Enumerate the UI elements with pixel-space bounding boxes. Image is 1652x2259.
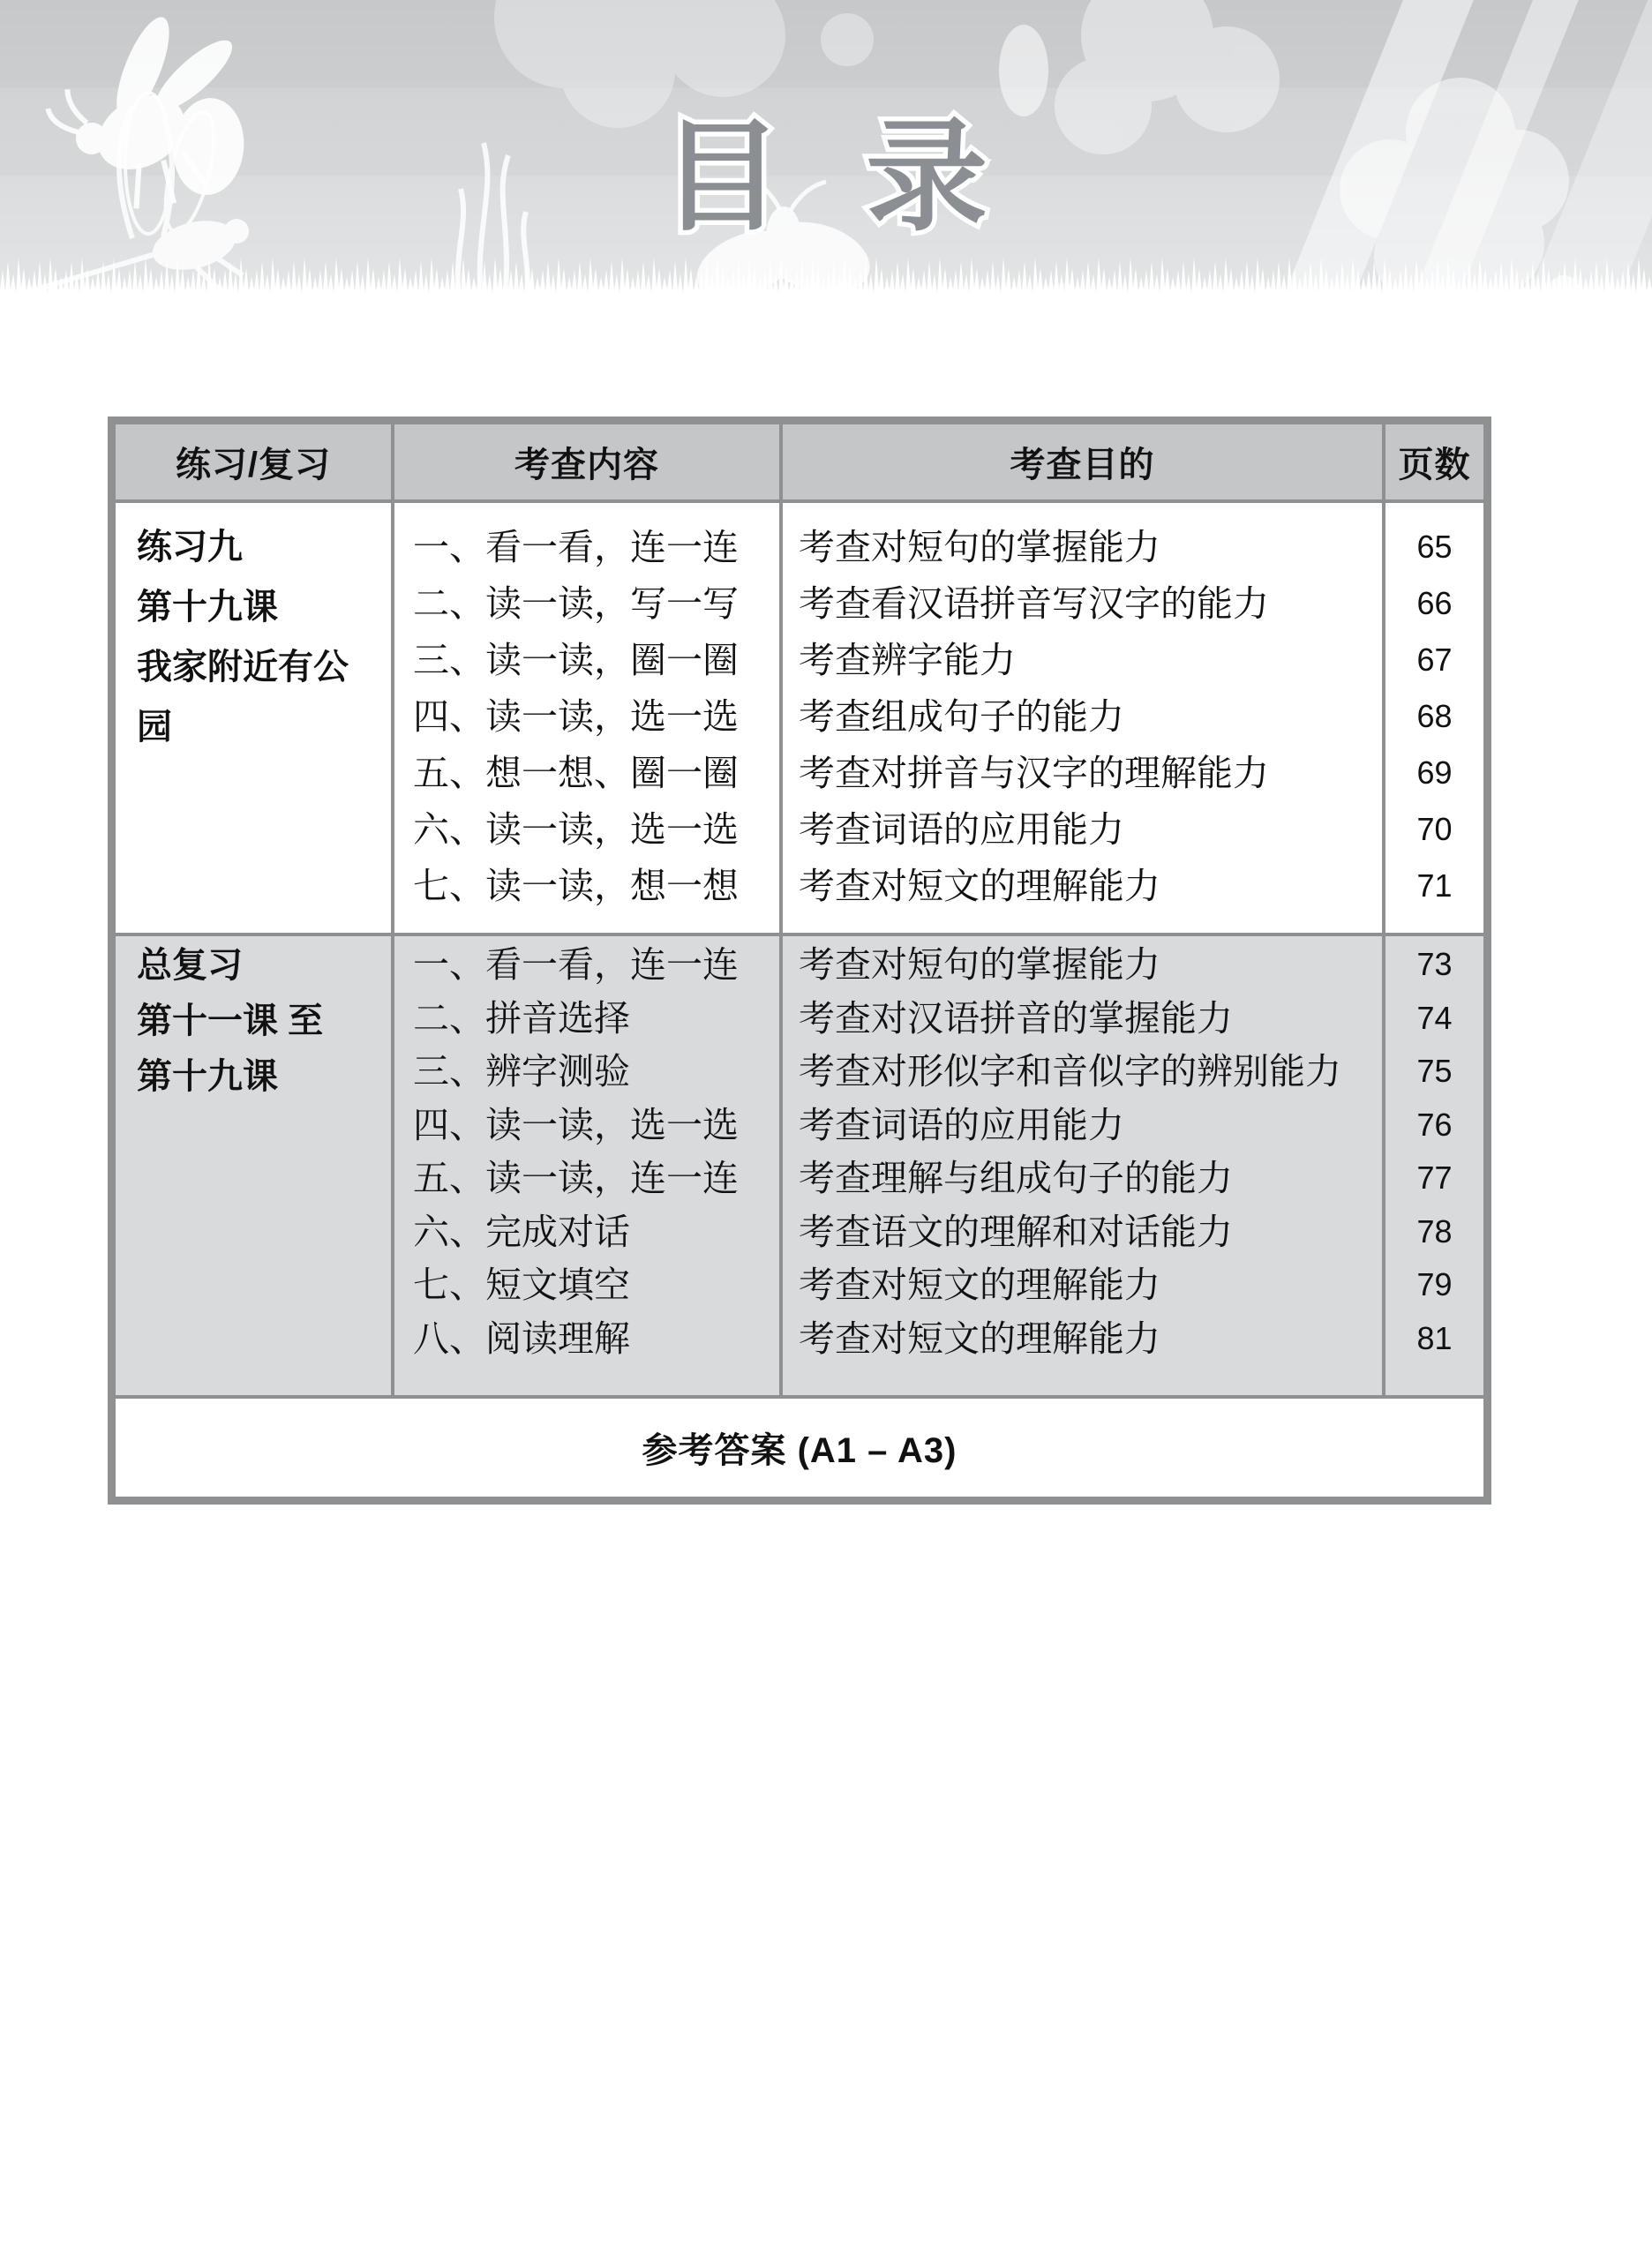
header-page-number: 页数 [1398, 446, 1471, 484]
page-number: 73 [1416, 946, 1453, 982]
purpose-item: 考查理解与组成句子的能力 [799, 1158, 1233, 1198]
page-number: 76 [1416, 1106, 1453, 1143]
page-number: 74 [1416, 999, 1453, 1036]
content-item: 六、完成对话 [413, 1211, 630, 1252]
header-banner [0, 0, 1652, 415]
section-page-numbers [1385, 936, 1483, 1395]
answer-key-label: 参考答案 (A1 – A3) [642, 1431, 957, 1470]
section-purposes [783, 936, 1385, 1395]
content-item: 三、读一读，圈一圈 [413, 640, 739, 680]
section-page-numbers [1385, 503, 1483, 933]
purpose-item: 考查词语的应用能力 [799, 809, 1124, 850]
content-item: 二、读一读，写一写 [413, 583, 739, 624]
page-number: 67 [1416, 642, 1453, 678]
purpose-item: 考查对短句的掌握能力 [799, 944, 1160, 985]
page-number: 79 [1416, 1266, 1453, 1302]
content-item: 四、读一读，选一选 [413, 696, 739, 737]
page-number: 68 [1416, 698, 1453, 734]
section-contents [394, 503, 783, 933]
content-item: 六、读一读，选一选 [413, 809, 739, 850]
content-item: 四、读一读，选一选 [413, 1104, 739, 1145]
header-exam-content: 考查内容 [394, 424, 783, 499]
page-number: 78 [1416, 1212, 1453, 1250]
section-title [116, 936, 394, 1395]
content-item: 七、读一读，想一想 [413, 866, 739, 906]
page-number: 65 [1416, 529, 1453, 565]
section-title-line: 第十一课 至 [137, 1002, 324, 1040]
section-purposes [783, 503, 1385, 933]
purpose-item: 考查对短文的理解能力 [799, 1317, 1160, 1359]
purpose-item: 考查词语的应用能力 [799, 1104, 1124, 1145]
purpose-item: 考查语文的理解和对话能力 [799, 1211, 1233, 1252]
purpose-item: 考查辨字能力 [799, 640, 1016, 680]
toc-section-general-review [116, 933, 1483, 1395]
purpose-item: 考查对形似字和音似字的辨别能力 [799, 1051, 1341, 1092]
toc-footer [116, 1395, 1483, 1497]
purpose-item: 考查对短文的理解能力 [799, 866, 1160, 906]
page-number: 75 [1416, 1053, 1453, 1089]
content-item: 二、拼音选择 [413, 997, 630, 1039]
content-item: 七、短文填空 [413, 1265, 630, 1305]
page-number: 77 [1416, 1160, 1453, 1196]
purpose-item: 考查对短文的理解能力 [799, 1265, 1160, 1305]
page-number: 69 [1416, 754, 1453, 791]
purpose-item: 考查组成句子的能力 [799, 696, 1124, 737]
content-item: 三、辨字测验 [413, 1051, 630, 1092]
section-contents [394, 936, 783, 1395]
page-number: 71 [1416, 867, 1453, 904]
purpose-item: 考查对拼音与汉字的理解能力 [799, 753, 1269, 793]
section-title [116, 503, 394, 933]
grass-icon [0, 254, 1652, 415]
content-item: 五、读一读，连一连 [413, 1158, 739, 1198]
content-item: 五、想一想、圈一圈 [413, 753, 739, 793]
toc-table [108, 417, 1491, 1505]
purpose-item: 考查对短句的掌握能力 [799, 527, 1160, 567]
section-title-line: 第十九课 [137, 1057, 278, 1096]
content-item: 八、阅读理解 [413, 1317, 630, 1359]
section-title-line: 练习九 [137, 528, 243, 567]
page-title: 目 录 [660, 109, 992, 245]
page-number: 66 [1416, 585, 1453, 621]
purpose-item: 考查对汉语拼音的掌握能力 [799, 997, 1233, 1039]
content-item: 一、看一看，连一连 [413, 527, 739, 567]
section-title-line: 总复习 [137, 946, 243, 985]
page-number: 81 [1416, 1319, 1453, 1356]
purpose-item: 考查看汉语拼音写汉字的能力 [799, 583, 1269, 624]
header-exam-purpose: 考查目的 [783, 424, 1385, 499]
toc-header-row [116, 424, 1483, 503]
page-number: 70 [1416, 811, 1453, 847]
section-title-line: 第十九课 [137, 588, 278, 627]
toc-section-exercise-9 [116, 503, 1483, 933]
content-item: 一、看一看，连一连 [413, 944, 739, 985]
header-exercise-review: 练习/复习 [116, 424, 394, 499]
section-title-line: 我家附近有公园 [137, 648, 349, 747]
